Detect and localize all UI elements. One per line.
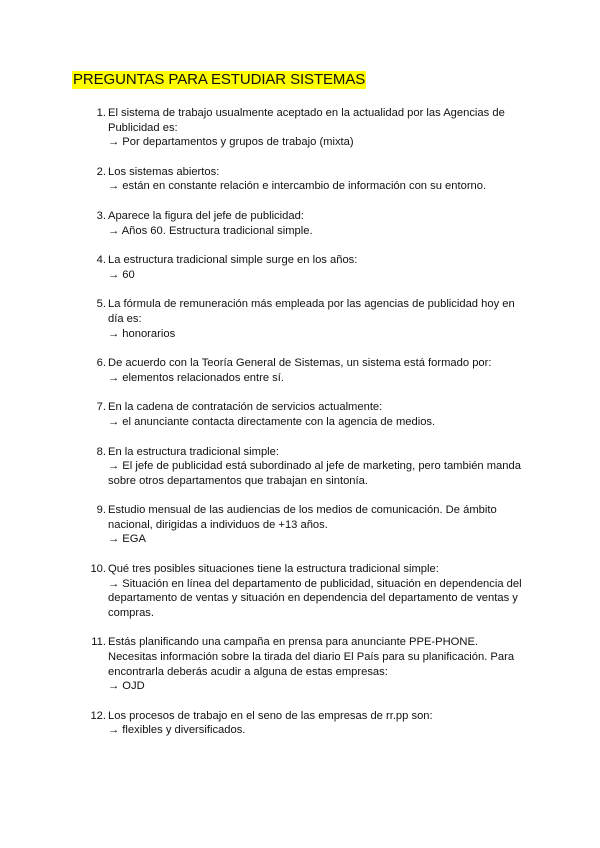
question-text: En la cadena de contratación de servicios actualmente: bbox=[108, 401, 383, 414]
answer-line bbox=[108, 459, 528, 488]
question-text: Los sistemas abiertos: bbox=[108, 165, 220, 178]
question-text: El sistema de trabajo usualmente aceptado en la actualidad por las Agencias de Publicidad es: bbox=[108, 107, 505, 134]
answer-text: OJD bbox=[122, 680, 145, 693]
question-number: 12. bbox=[90, 709, 106, 722]
question-item bbox=[88, 635, 528, 693]
question-item bbox=[88, 106, 528, 150]
question-text: Aparece la figura del jefe de publicidad: bbox=[108, 209, 304, 222]
arrow-icon: → bbox=[108, 224, 120, 237]
arrow-icon: → bbox=[108, 371, 120, 384]
arrow-icon: → bbox=[108, 577, 120, 590]
arrow-icon: → bbox=[108, 327, 120, 340]
arrow-icon: → bbox=[108, 460, 120, 473]
question-text: Estás planificando una campaña en prensa para anunciante PPE-PHONE. Necesitas información sobre la tirada del diario El País para su planificación. Para encontrarla deberás acudir a alguna de estas empresas: bbox=[108, 636, 515, 678]
question-number: 6. bbox=[96, 357, 106, 370]
question-number: 2. bbox=[96, 165, 106, 178]
question-text: De acuerdo con la Teoría General de Sistemas, un sistema está formado por: bbox=[108, 357, 492, 370]
question-number: 3. bbox=[96, 209, 106, 222]
question-item bbox=[88, 165, 528, 194]
question-number: 10. bbox=[90, 563, 106, 576]
answer-line bbox=[108, 135, 528, 150]
question-number: 1. bbox=[96, 107, 106, 119]
answer-text: están en constante relación e intercambio de información con su entorno. bbox=[122, 180, 487, 193]
document-title: PREGUNTAS PARA ESTUDIAR SISTEMAS bbox=[73, 71, 366, 88]
question-item bbox=[88, 445, 528, 489]
question-text: Los procesos de trabajo en el seno de las empresas de rr.pp son: bbox=[108, 709, 433, 722]
answer-line bbox=[108, 268, 528, 283]
answer-text: Años 60. Estructura tradicional simple. bbox=[121, 224, 313, 237]
answer-text: Por departamentos y grupos de trabajo (mixta) bbox=[122, 136, 354, 149]
answer-text: flexibles y diversificados. bbox=[122, 724, 246, 737]
answer-text: Situación en línea del departamento de publicidad, situación en dependencia del departamento de ventas y situación en dependencia del departamento de ventas y compras. bbox=[108, 577, 522, 619]
question-text: La estructura tradicional simple surge en los años: bbox=[108, 254, 358, 267]
arrow-icon: → bbox=[108, 268, 120, 281]
question-number: 4. bbox=[96, 254, 106, 267]
answer-line bbox=[108, 179, 528, 194]
question-text: Qué tres posibles situaciones tiene la estructura tradicional simple: bbox=[108, 563, 439, 576]
question-text: En la estructura tradicional simple: bbox=[108, 445, 279, 458]
answer-line bbox=[108, 224, 528, 239]
arrow-icon: → bbox=[108, 680, 120, 693]
answer-line bbox=[108, 723, 528, 738]
arrow-icon: → bbox=[108, 724, 120, 737]
question-item bbox=[88, 503, 528, 547]
answer-text: elementos relacionados entre sí. bbox=[122, 371, 284, 384]
answer-line bbox=[108, 371, 528, 386]
question-item bbox=[88, 253, 528, 282]
arrow-icon: → bbox=[108, 180, 120, 193]
question-list bbox=[88, 106, 528, 753]
arrow-icon: → bbox=[108, 415, 120, 428]
question-number: 7. bbox=[96, 401, 106, 414]
answer-text: el anunciante contacta directamente con la agencia de medios. bbox=[122, 415, 436, 428]
question-number: 5. bbox=[96, 298, 106, 311]
answer-line bbox=[108, 577, 528, 621]
question-item bbox=[88, 709, 528, 738]
question-item bbox=[88, 209, 528, 238]
question-number: 8. bbox=[96, 445, 106, 458]
arrow-icon: → bbox=[108, 136, 120, 149]
answer-text: EGA bbox=[122, 533, 146, 546]
answer-line bbox=[108, 532, 528, 547]
arrow-icon: → bbox=[108, 533, 120, 546]
question-number: 11. bbox=[91, 636, 106, 649]
answer-line bbox=[108, 327, 528, 342]
question-item bbox=[88, 562, 528, 620]
answer-text: honorarios bbox=[122, 327, 176, 340]
question-text: Estudio mensual de las audiencias de los medios de comunicación. De ámbito nacional, dirigidas a individuos de +13 años. bbox=[108, 504, 497, 531]
question-item bbox=[88, 297, 528, 341]
question-text: La fórmula de remuneración más empleada por las agencias de publicidad hoy en día es: bbox=[108, 298, 515, 325]
answer-line bbox=[108, 415, 528, 430]
question-item bbox=[88, 400, 528, 429]
question-number: 9. bbox=[96, 504, 106, 517]
answer-text: 60 bbox=[122, 268, 135, 281]
answer-line bbox=[108, 679, 528, 694]
answer-text: El jefe de publicidad está subordinado al jefe de marketing, pero también manda sobre otros departamentos que trabajan en sintonía. bbox=[108, 460, 521, 487]
question-item bbox=[88, 356, 528, 385]
